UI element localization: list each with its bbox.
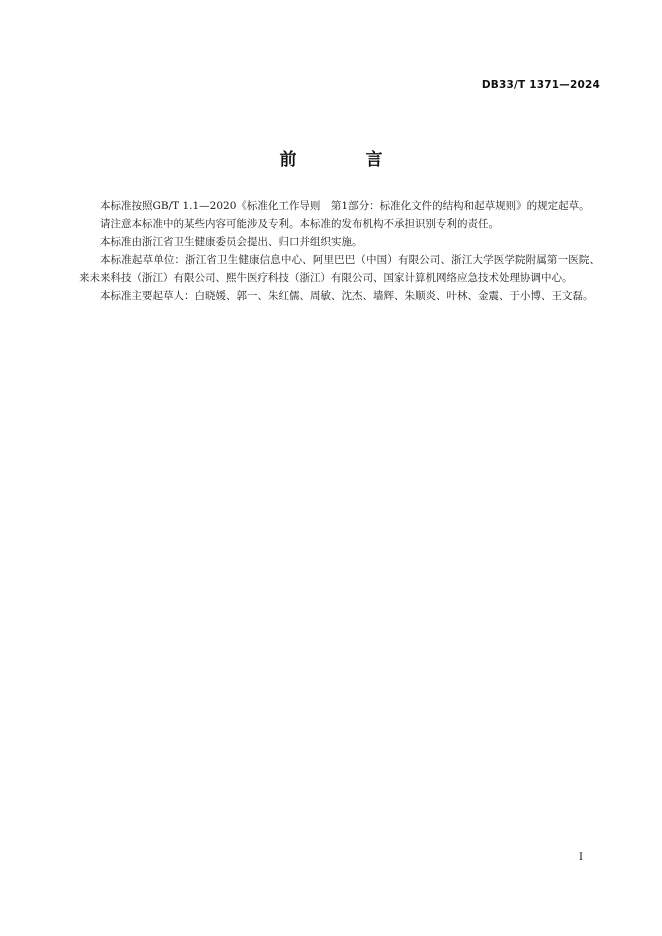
document-body bbox=[79, 197, 600, 305]
paragraph-drafting-rules: 本标准按照GB/T 1.1—2020《标准化工作导则 第1部分：标准化文件的结构和起草规则》的规定起草。 bbox=[100, 200, 590, 212]
standard-code: DB33/T 1371—2024 bbox=[481, 79, 600, 91]
paragraph-patent-notice: 请注意本标准中的某些内容可能涉及专利。本标准的发布机构不承担识别专利的责任。 bbox=[100, 218, 499, 230]
page-number: I bbox=[579, 852, 583, 863]
paragraph-drafters: 本标准主要起草人：白晓媛、郭一、朱红儒、周敏、沈杰、墙辉、朱顺炎、叶林、金震、于小博、王文磊。 bbox=[100, 290, 594, 302]
paragraph-drafting-units: 本标准起草单位：浙江省卫生健康信息中心、阿里巴巴（中国）有限公司、浙江大学医学院附属第一医院、来未来科技（浙江）有限公司、熙牛医疗科技（浙江）有限公司、国家计算机网络应急技术处理协调中心。 bbox=[79, 254, 600, 284]
paragraph-proposer: 本标准由浙江省卫生健康委员会提出、归口并组织实施。 bbox=[100, 236, 363, 248]
page-title: 前 言 bbox=[279, 150, 409, 170]
